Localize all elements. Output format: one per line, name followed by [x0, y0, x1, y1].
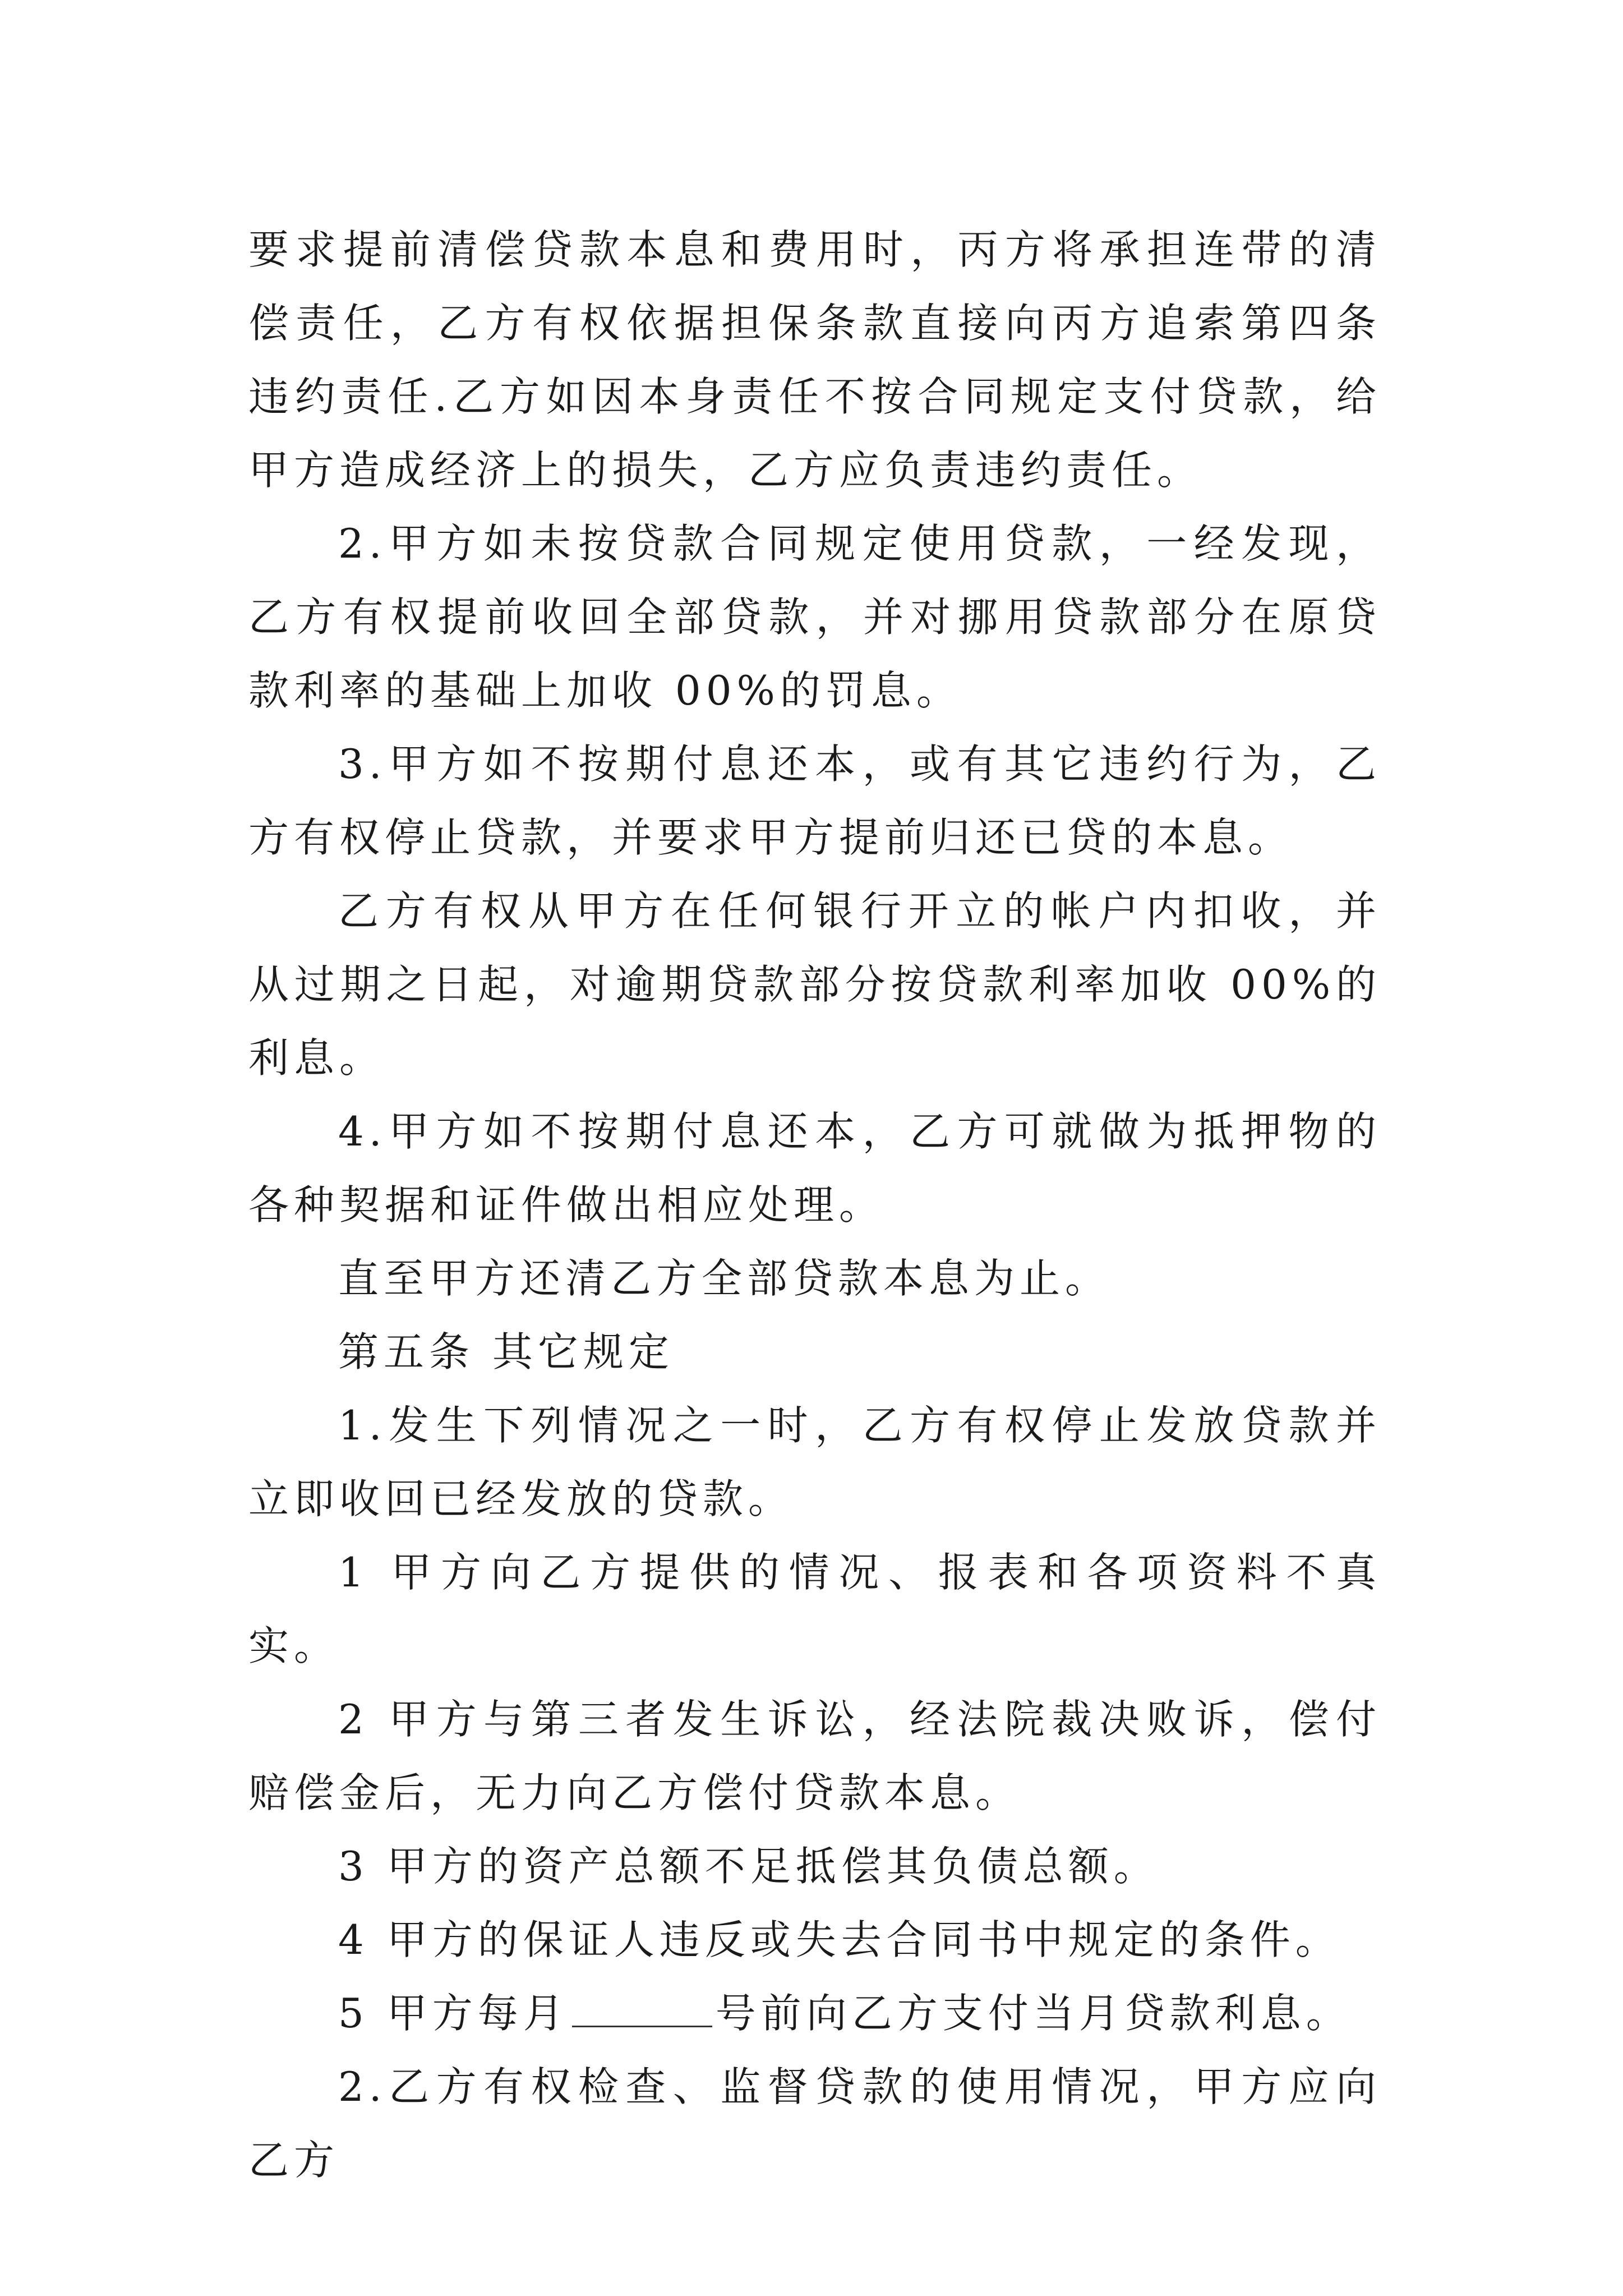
paragraph-clause-3: 3.甲方如不按期付息还本，或有其它违约行为，乙方有权停止贷款，并要求甲方提前归还已贷的本息。 — [248, 740, 1381, 861]
paragraph-inspection-right: 2.乙方有权检查、监督贷款的使用情况，甲方应向乙方 — [248, 2063, 1381, 2184]
list-item-3: 3 甲方的资产总额不足抵偿其负债总额。 — [338, 1843, 1159, 1890]
list-item-5-after: 号前向乙方支付当月贷款利息。 — [715, 1990, 1352, 2037]
list-item-4: 4 甲方的保证人违反或失去合同书中规定的条件。 — [338, 1916, 1341, 1963]
paragraph-until-repaid: 直至甲方还清乙方全部贷款本息为止。 — [338, 1255, 1111, 1302]
paragraph-clause-4: 4.甲方如不按期付息还本，乙方可就做为抵押物的各种契据和证件做出相应处理。 — [248, 1108, 1381, 1228]
list-item-5-before: 5 甲方每月 — [338, 1990, 569, 2037]
paragraph-clause-2: 2.甲方如未按贷款合同规定使用贷款，一经发现，乙方有权提前收回全部贷款，并对挪用贷款部分在原贷款利率的基础上加收 00%的罚息。 — [248, 520, 1381, 714]
paragraph-conditions-intro: 1.发生下列情况之一时，乙方有权停止发放贷款并立即收回已经发放的贷款。 — [248, 1402, 1381, 1522]
fill-in-blank-line — [572, 1992, 712, 2027]
list-item-1: 1 甲方向乙方提供的情况、报表和各项资料不真实。 — [248, 1549, 1381, 1669]
list-item-2: 2 甲方与第三者发生诉讼，经法院裁决败诉，偿付赔偿金后，无力向乙方偿付贷款本息。 — [248, 1696, 1381, 1816]
section-heading-article-5: 第五条 其它规定 — [338, 1328, 674, 1375]
paragraph-continuation: 要求提前清偿贷款本息和费用时，丙方将承担连带的清偿责任，乙方有权依据担保条款直接向丙方追索第四条 违约责任.乙方如因本身责任不按合同规定支付贷款，给甲方造成经济上的损失，乙方应负责违约责任。 — [248, 226, 1381, 494]
paragraph-deduction: 乙方有权从甲方在任何银行开立的帐户内扣收，并从过期之日起，对逾期贷款部分按贷款利率加收 00%的利息。 — [248, 887, 1381, 1082]
document-body — [248, 213, 1381, 2197]
list-item-5 — [248, 1977, 1381, 2050]
